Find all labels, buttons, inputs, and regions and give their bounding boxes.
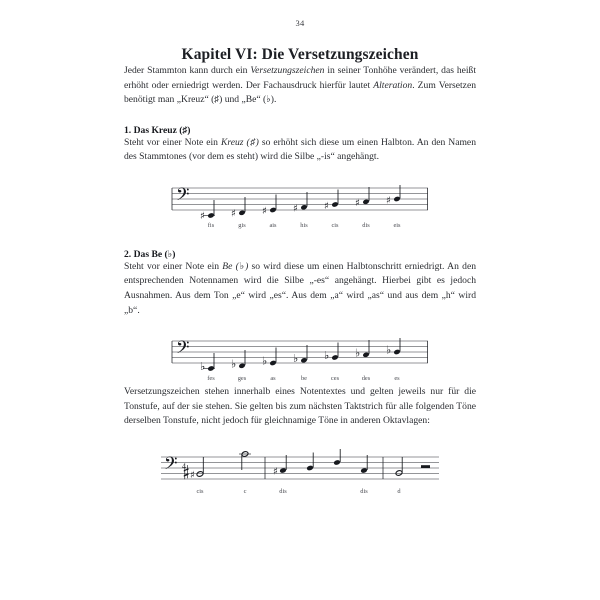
intro-term-versetzungszeichen: Versetzungszeichen (250, 65, 325, 76)
notehead (238, 210, 245, 216)
note-group-4 (293, 192, 308, 229)
staff-sharps-svg (164, 182, 436, 232)
section-heading-be: 2. Das Be (♭) (124, 248, 176, 260)
intro-text-3: . Zum Versetzen benötigt man „Kreuz“ (♯) und „Be“ (♭). (124, 79, 476, 106)
music-staff-example (0, 449, 600, 501)
notehead (207, 212, 214, 218)
note-group-2 (231, 197, 246, 229)
bass-clef-icon: 𝄢 (164, 453, 178, 478)
notehead (269, 360, 276, 366)
be-term: Be (♭) (222, 260, 249, 272)
note-label-3: dis (279, 487, 287, 495)
sharp-icon: ♯ (231, 208, 236, 220)
flat-icon: ♭ (355, 346, 361, 360)
measure-2 (273, 449, 368, 495)
note-group-3 (262, 194, 277, 229)
paragraph-intro (124, 64, 476, 108)
note-label-1: cis (196, 487, 204, 495)
staff-example-svg (155, 449, 445, 501)
note-label-5: ces (330, 375, 340, 383)
measure-1 (190, 451, 251, 495)
section-heading-kreuz: 1. Das Kreuz (♯) (124, 124, 191, 136)
flat-icon: ♭ (200, 360, 206, 374)
sharp-icon: ♯ (324, 200, 329, 212)
note-label-2: c (243, 487, 247, 495)
note-label-6: dis (362, 221, 370, 229)
note-label-6: des (361, 375, 371, 383)
be-text-1: Steht vor einer Note ein (124, 260, 223, 272)
music-staff-flats (0, 335, 600, 385)
notehead (331, 355, 338, 361)
note-label-7: eis (393, 221, 401, 229)
note-label-1: fis (207, 221, 215, 229)
page-number: 34 (295, 18, 305, 28)
notehead (362, 199, 369, 205)
note-label-3: ais (269, 221, 277, 229)
note-group-2 (231, 350, 247, 382)
sharp-icon: ♯ (262, 205, 267, 217)
notehead (393, 196, 400, 202)
note-label-5: d (397, 487, 401, 495)
notehead-half (196, 471, 204, 477)
intro-text-1: Jeder Stammton kann durch ein (124, 65, 251, 76)
paragraph-kreuz (124, 136, 476, 165)
notehead (333, 459, 341, 465)
notehead (306, 465, 314, 471)
notehead (300, 357, 307, 363)
note-group-7 (386, 338, 401, 382)
notehead (207, 366, 214, 372)
kreuz-text-2: so erhöht sich diese um einen Halbton. An den Namen des Stammtones (vor dem es steht) wird die Silbe „-is“ angehängt. (124, 136, 476, 163)
flat-icon: ♭ (231, 357, 237, 371)
page-title: Kapitel VI: Die Versetzungszeichen (181, 46, 419, 63)
time-signature: 𝄲 (182, 460, 190, 479)
document-body-2 (124, 232, 476, 318)
notehead (300, 204, 307, 210)
notehead (393, 349, 400, 355)
notehead (269, 207, 276, 213)
intro-term-alteration: Alteration (373, 79, 413, 91)
note-label-4: dis (360, 487, 368, 495)
sharp-icon: ♯ (190, 469, 195, 481)
note-label-2: ges (237, 375, 247, 383)
notehead (331, 201, 338, 207)
half-rest-icon (421, 465, 430, 468)
note-label-1: fes (207, 375, 215, 383)
note-group-3 (262, 348, 277, 383)
note-label-4: be (300, 375, 308, 383)
note-group-4 (293, 345, 308, 382)
flat-icon: ♭ (262, 354, 268, 368)
notehead-half (395, 470, 403, 476)
bass-clef-icon: 𝄢 (176, 337, 190, 362)
note-group-5 (324, 189, 339, 229)
note-label-4: his (300, 221, 308, 229)
flat-icon: ♭ (386, 343, 392, 357)
sharp-icon: ♯ (293, 203, 298, 215)
note-label-2: gis (238, 221, 246, 229)
note-label-7: es (394, 375, 400, 383)
sharp-icon: ♯ (273, 466, 278, 478)
paragraph-be (124, 260, 476, 318)
note-label-3: as (270, 375, 276, 383)
music-staff-sharps (0, 182, 600, 232)
flat-icon: ♭ (293, 352, 299, 366)
document-body (124, 64, 476, 165)
flat-icon: ♭ (324, 349, 330, 363)
notehead (362, 352, 369, 358)
note-group-7 (386, 185, 401, 229)
staff-flats-svg (164, 335, 436, 385)
sharp-icon: ♯ (355, 197, 360, 209)
intro-text-2: in seiner Tonhöhe verändert, das heißt erhöht oder erniedrigt werden. Der Fachausdruck hierfür lautet (124, 65, 477, 91)
kreuz-text-1: Steht vor einer Note ein (124, 136, 221, 148)
bass-clef-icon: 𝄢 (176, 184, 190, 209)
note-group-5 (324, 343, 340, 383)
sharp-icon: ♯ (386, 195, 391, 207)
paragraph-gueltigkeit: Versetzungszeichen stehen innerhalb eines Notentextes und gelten jeweils nur für die Tonstufe, auf der sie stehen. Sie gelten bis zum nächsten Taktstrich für alle folgenden Töne derselben Tonstufe, nicht jedoch für gleichnamige Töne in anderen Oktavlagen: (124, 386, 476, 427)
kreuz-term: Kreuz (♯) (220, 136, 259, 148)
document-body-3 (124, 385, 476, 429)
note-label-5: cis (331, 221, 339, 229)
notehead (238, 363, 245, 369)
sharp-icon: ♯ (200, 210, 205, 222)
be-text-2: so wird diese um einen Halbtonschritt erniedrigt. An den entsprechenden Notennamen wird die Silbe „-es“ angehängt. Hierbei gibt es jedoch Ausnahmen. Aus dem Ton „e“ wird „es“. Aus dem „a“ wird „as“ und aus dem „h“ wird „b“. (124, 260, 476, 316)
